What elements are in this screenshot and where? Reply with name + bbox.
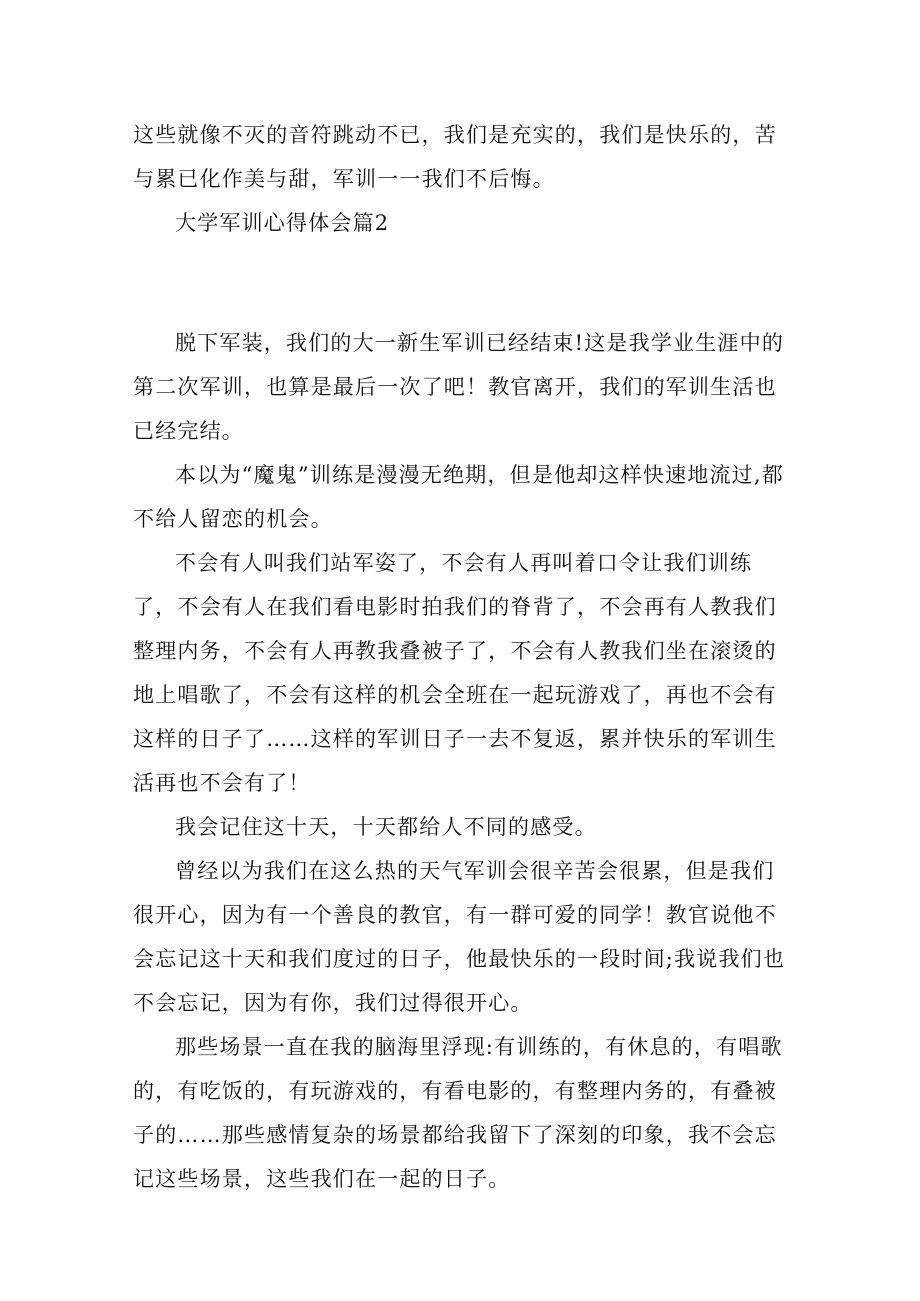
blank-space xyxy=(133,245,793,321)
paragraph-continuation: 这些就像不灭的音符跳动不已，我们是充实的，我们是快乐的，苦与累已化作美与甜，军训一一我们不后悔。 xyxy=(133,123,777,191)
paragraph: 曾经以为我们在这么热的天气军训会很辛苦会很累，但是我们很开心，因为有一个善良的教官，有一群可爱的同学！教官说他不会忘记这十天和我们度过的日子，他最快乐的一段时间;我说我们也不会忘记，因为有你，我们过得很开心。 xyxy=(133,859,786,1015)
paragraph: 脱下军装，我们的大一新生军训已经结束!这是我学业生涯中的第二次军训，也算是最后一次了吧！教官离开，我们的军训生活也已经完结。 xyxy=(133,331,785,443)
section-heading: 大学军训心得体会篇2 xyxy=(175,211,390,235)
paragraph: 那些场景一直在我的脑海里浮现:有训练的，有休息的，有唱歌的，有吃饭的，有玩游戏的，有看电影的，有整理内务的，有叠被子的……那些感情复杂的场景都给我留下了深刻的印象，我不会忘记这些场景，这些我们在一起的日子。 xyxy=(133,1035,783,1191)
document-body xyxy=(133,113,793,1201)
paragraph: 本以为“魔鬼”训练是漫漫无绝期，但是他却这样快速地流过,都不给人留恋的机会。 xyxy=(133,463,784,531)
paragraph: 我会记住这十天，十天都给人不同的感受。 xyxy=(175,815,597,839)
paragraph: 不会有人叫我们站军姿了，不会有人再叫着口令让我们训练了，不会有人在我们看电影时拍我们的脊背了，不会再有人教我们整理内务，不会有人再教我叠被子了，不会有人教我们坐在滚烫的地上唱歌了，不会有这样的机会全班在一起玩游戏了，再也不会有这样的日子了……这样的军训日子一去不复返，累并快乐的军训生活再也不会有了！ xyxy=(133,551,777,795)
